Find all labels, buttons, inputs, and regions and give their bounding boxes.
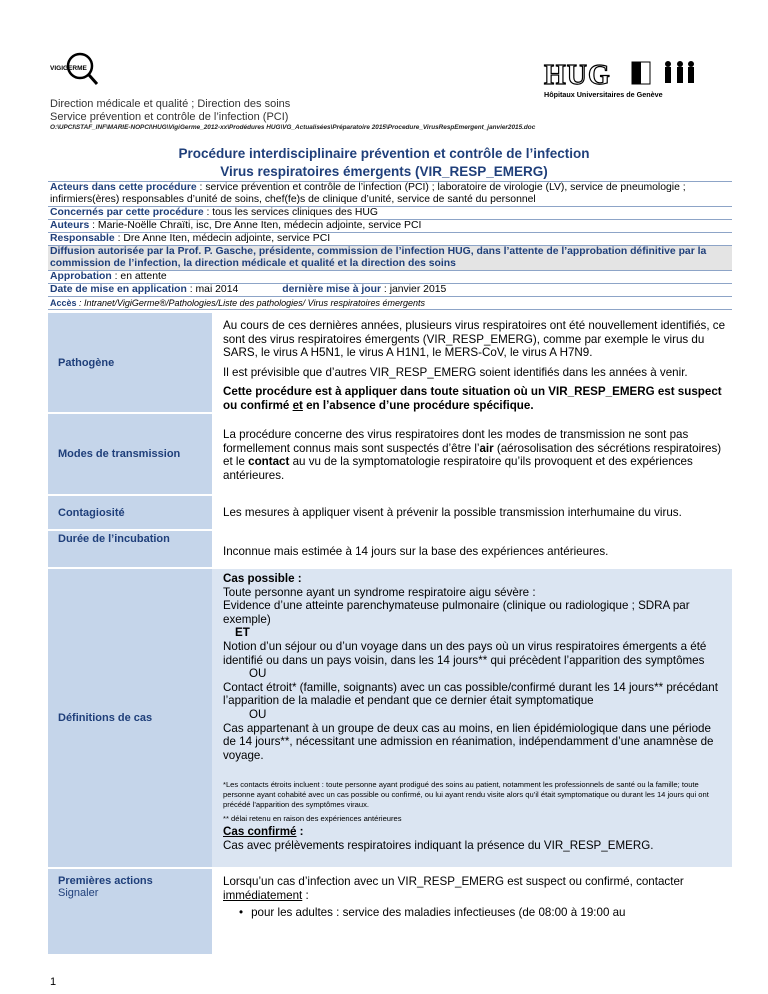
meta-diffusion-text: Diffusion autorisée par la Prof. P. Gasche, présidente, commission de l’infection HUG, dans l’attente de l’approbation définitive par la commission de l’infection, la direction médicale et qualité et la direction des soins bbox=[50, 246, 707, 269]
vigigerme-logo bbox=[50, 50, 98, 86]
actions-bullet-item bbox=[239, 906, 726, 920]
meta-auteurs bbox=[48, 220, 732, 233]
row-incubation bbox=[48, 531, 732, 569]
cell-modes bbox=[212, 414, 732, 494]
contagiosite-text: Les mesures à appliquer visent à prévenir la possible transmission interhumaine du virus. bbox=[223, 506, 682, 519]
meta-table bbox=[48, 181, 732, 310]
row-modes bbox=[48, 414, 732, 496]
bullet-icon: • bbox=[239, 906, 244, 920]
meta-maj-text: : janvier 2015 bbox=[381, 284, 447, 295]
cell-actions bbox=[212, 869, 732, 954]
pathogene-p3a: Cette procédure est à appliquer dans toute situation où un VIR_RESP_EMERG est suspect ou confirmé bbox=[223, 385, 722, 412]
modes-air: air bbox=[479, 441, 494, 455]
row-actions bbox=[48, 869, 732, 956]
pathogene-p1: Au cours de ces dernières années, plusieurs virus respiratoires ont été nouvellement identifiés, ce sont des virus respiratoires émergents (VIR_RESP_EMERG), comme par exemple le virus du SARS, le virus A H5N1, le virus A H1N1, le MERS-CoV, le virus A H7N9. bbox=[223, 319, 726, 360]
modes-t2: (aérosolisation des sécrétions respiratoires) et le bbox=[223, 441, 722, 469]
meta-approbation-text: : en attente bbox=[111, 271, 167, 282]
label-pathogene bbox=[48, 313, 212, 412]
modes-t3: au vu de la symptomatologie respiratoire qu’ils provoquent et des expériences antérieures. bbox=[223, 455, 693, 482]
meta-responsable-label: Responsable bbox=[50, 233, 115, 244]
row-definitions bbox=[48, 569, 732, 869]
def-confirme-title-wrap bbox=[223, 825, 726, 839]
meta-acces-label: Accès bbox=[50, 298, 77, 308]
actions-t2: immédiatement bbox=[223, 888, 303, 902]
meta-responsable-text: : Dre Anne Iten, médecin adjointe, service PCI bbox=[114, 233, 331, 244]
def-l3: Notion d’un séjour ou d’un voyage dans un des pays où un virus respiratoires émergents a été identifié ou dans un pays voisin, dans les 14 jours** qui précèdent l’apparition des symptômes bbox=[223, 639, 707, 667]
def-confirme-text: Cas avec prélèvements respiratoires indiquant la présence du VIR_RESP_EMERG. bbox=[223, 838, 654, 852]
def-l2: Evidence d’une atteinte parenchymateuse pulmonaire (clinique ou radiologique ; SDRA par exemple) bbox=[223, 599, 690, 626]
actions-t1: Lorsqu’un cas d’infection avec un VIR_RESP_EMERG est suspect ou confirmé, contacter bbox=[223, 875, 684, 888]
label-incubation bbox=[48, 531, 212, 567]
meta-maj-label: dernière mise à jour bbox=[282, 284, 382, 295]
def-et: ET bbox=[235, 626, 250, 640]
meta-acteurs-label: Acteurs dans cette procédure bbox=[50, 182, 197, 193]
label-actions-sub: Signaler bbox=[58, 887, 99, 899]
meta-auteurs-label: Auteurs bbox=[50, 220, 90, 231]
incubation-text: Inconnue mais estimée à 14 jours sur la base des expériences antérieures. bbox=[223, 545, 609, 558]
def-possible-title: Cas possible : bbox=[223, 572, 302, 585]
label-actions-text: Premières actions bbox=[58, 875, 153, 887]
meta-dates bbox=[48, 284, 732, 297]
meta-acces bbox=[48, 297, 732, 310]
def-l1: Toute personne ayant un syndrome respiratoire aigu sévère : bbox=[223, 585, 536, 599]
label-pathogene-text: Pathogène bbox=[58, 356, 115, 369]
def-l5: Cas appartenant à un groupe de deux cas au moins, en lien épidémiologique dans une période de 14 jours**, nécessitant une admission en réanimation, indépendamment d’une anamnèse de voyage. bbox=[223, 721, 714, 762]
meta-acteurs-text: : service prévention et contrôle de l’infection (PCI) ; laboratoire de virologie (LV), service de pneumologie ; infirmiers(ères) responsables d’unité de soins, chef(fe)s de clinique d’unité, service de santé du personnel bbox=[50, 182, 686, 205]
modes-text bbox=[223, 428, 726, 482]
meta-diffusion bbox=[48, 246, 732, 271]
cell-pathogene bbox=[212, 313, 732, 412]
cell-definitions bbox=[212, 569, 732, 867]
def-confirme-colon: : bbox=[296, 825, 304, 839]
label-modes-text: Modes de transmission bbox=[58, 448, 181, 460]
row-pathogene bbox=[48, 313, 732, 414]
cell-incubation bbox=[212, 531, 732, 567]
header-service: Service prévention et contrôle de l’infection (PCI) bbox=[50, 111, 289, 123]
hug-name: Hôpitaux Universitaires de Genève bbox=[544, 90, 663, 99]
label-contagiosite bbox=[48, 496, 212, 529]
meta-auteurs-text: : Marie-Noëlle Chraïti, isc, Dre Anne Iten, médecin adjointe, service PCI bbox=[89, 220, 422, 231]
meta-concernes-text: : tous les services cliniques des HUG bbox=[203, 207, 379, 218]
actions-text bbox=[223, 875, 726, 902]
meta-date-text: : mai 2014 bbox=[186, 284, 239, 295]
meta-concernes bbox=[48, 207, 732, 220]
doc-subtitle: Virus respiratoires émergents (VIR_RESP_EMERG) bbox=[220, 164, 548, 179]
header-file-path: O:\UPCI\STAF_INF\MARIE-NOPCI\HUG\VigiGerme_2012-xx\Prodédures HUG\VG_Actualisées\Préparatoire 2015\Procedure_VirusRespEmergent_janvier2015.doc bbox=[50, 124, 536, 131]
meta-date-label: Date de mise en application bbox=[50, 284, 187, 295]
doc-title: Procédure interdisciplinaire prévention et contrôle de l’infection bbox=[178, 146, 590, 161]
pathogene-p3c: en l’absence d’une procédure spécifique. bbox=[302, 398, 534, 412]
pathogene-p2: Il est prévisible que d’autres VIR_RESP_EMERG soient identifiés dans les années à venir. bbox=[223, 365, 688, 379]
def-ou1: OU bbox=[249, 667, 267, 681]
meta-acces-link[interactable]: : Intranet/VigiGerme®/Pathologies/Liste des pathologies/ Virus respiratoires émergents bbox=[76, 298, 426, 308]
def-note2: ** délai retenu en raison des expériences antérieures bbox=[223, 814, 402, 824]
row-contagiosite bbox=[48, 496, 732, 531]
actions-t3: : bbox=[302, 888, 309, 902]
def-l4: Contact étroit* (famille, soignants) avec un cas possible/confirmé durant les 14 jours** précédant l’apparition de la maladie et pendant que ce dernier était symptomatique bbox=[223, 680, 718, 708]
label-definitions-text: Définitions de cas bbox=[58, 712, 153, 724]
meta-approbation bbox=[48, 271, 732, 284]
meta-approbation-label: Approbation bbox=[50, 271, 112, 282]
label-modes bbox=[48, 414, 212, 494]
label-contagiosite-text: Contagiosité bbox=[58, 506, 125, 519]
cell-contagiosite bbox=[212, 496, 732, 529]
meta-responsable bbox=[48, 233, 732, 246]
def-ou2: OU bbox=[249, 707, 267, 721]
modes-t1: La procédure concerne des virus respiratoires dont les modes de transmission ne sont pas formellement connus mais sont suspectés d’être l’ bbox=[223, 428, 689, 455]
pathogene-p3 bbox=[223, 385, 726, 412]
hug-logo bbox=[540, 56, 720, 102]
def-confirme-title: Cas confirmé bbox=[223, 825, 297, 839]
meta-acteurs bbox=[48, 182, 732, 207]
actions-bullet-text: pour les adultes : service des maladies infectieuses (de 08:00 à 19:00 au bbox=[251, 906, 626, 920]
meta-concernes-label: Concernés par cette procédure bbox=[50, 207, 204, 218]
pathogene-p3b: et bbox=[292, 398, 303, 412]
label-definitions bbox=[48, 569, 212, 867]
content-table bbox=[48, 313, 732, 956]
header-direction: Direction médicale et qualité ; Direction des soins bbox=[50, 98, 291, 110]
label-incubation-text: Durée de l’incubation bbox=[58, 533, 170, 545]
modes-contact: contact bbox=[248, 455, 290, 469]
page-number: 1 bbox=[50, 976, 57, 988]
vigigerme-logo-text: VIGIGERME bbox=[50, 65, 87, 72]
hug-logo-text: HUG bbox=[544, 60, 611, 91]
def-note1: *Les contacts étroits incluent : toute personne ayant prodigué des soins au patient, notamment les professionnels de santé ou la famille; toute personne ayant cohabité avec un cas possible ou confirmé, ou lui ayant rendu visite alors qu’il était symptomatique ou durant les 14 jours qui ont précédé l’apparition des symptômes viraux. bbox=[223, 780, 709, 810]
label-actions bbox=[48, 869, 212, 954]
